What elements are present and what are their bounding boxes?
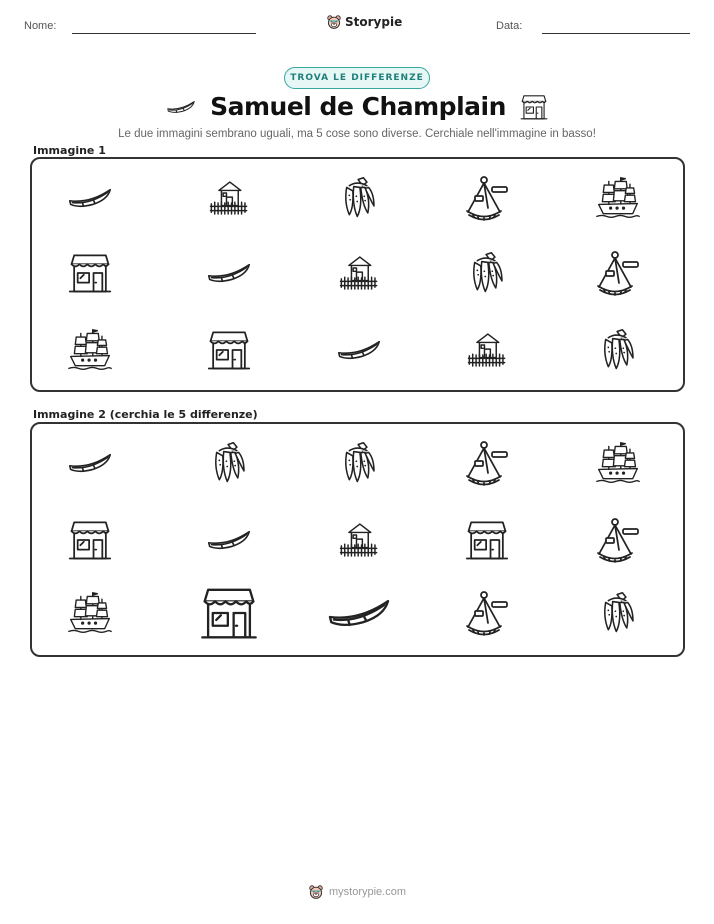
sextant-icon[interactable] xyxy=(462,438,512,488)
date-label: Data: xyxy=(496,20,523,32)
sextant-icon[interactable] xyxy=(593,515,643,565)
activity-badge: TROVA LE DIFFERENZE xyxy=(284,67,430,89)
name-label: Nome: xyxy=(24,20,57,32)
canoe-icon xyxy=(67,184,113,212)
title-row xyxy=(0,92,714,121)
corn-icon[interactable] xyxy=(337,438,381,488)
canoe-icon[interactable] xyxy=(206,526,252,554)
panel-2-label: Immagine 2 (cerchia le 5 differenze) xyxy=(33,408,258,421)
footer-website: mystorypie.com xyxy=(328,886,407,898)
sextant-icon xyxy=(462,173,512,223)
corn-icon xyxy=(596,325,640,375)
sextant-icon[interactable] xyxy=(462,588,512,638)
date-line[interactable] xyxy=(542,33,690,34)
ship-icon[interactable] xyxy=(595,440,641,486)
store-icon[interactable] xyxy=(68,518,112,562)
bear-logo-icon xyxy=(308,884,324,900)
ship-icon xyxy=(67,327,113,373)
corn-icon[interactable] xyxy=(596,588,640,638)
canoe-icon[interactable] xyxy=(326,593,392,633)
corn-icon xyxy=(337,173,381,223)
panel-1-label: Immagine 1 xyxy=(33,144,106,157)
store-icon xyxy=(68,251,112,295)
store-icon[interactable] xyxy=(198,584,260,642)
store-icon[interactable] xyxy=(465,518,509,562)
name-line[interactable] xyxy=(72,33,256,34)
fort-icon xyxy=(338,252,380,294)
page-title: Samuel de Champlain xyxy=(210,92,506,121)
fort-icon[interactable] xyxy=(338,519,380,561)
corn-icon[interactable] xyxy=(207,438,251,488)
corn-icon xyxy=(465,248,509,298)
footer xyxy=(0,884,714,900)
canoe-icon xyxy=(206,259,252,287)
brand-name: Storypie xyxy=(345,15,403,29)
canoe-icon xyxy=(166,98,196,116)
brand-logo xyxy=(326,14,402,30)
sextant-icon xyxy=(593,248,643,298)
store-icon xyxy=(520,93,548,121)
fort-icon xyxy=(466,329,508,371)
fort-icon xyxy=(208,177,250,219)
store-icon xyxy=(207,328,251,372)
canoe-icon xyxy=(336,336,382,364)
ship-icon xyxy=(595,175,641,221)
canoe-icon[interactable] xyxy=(67,449,113,477)
bear-logo-icon xyxy=(326,14,342,30)
ship-icon[interactable] xyxy=(67,590,113,636)
instructions-text: Le due immagini sembrano uguali, ma 5 cose sono diverse. Cerchiale nell'immagine in basso! xyxy=(118,128,596,140)
